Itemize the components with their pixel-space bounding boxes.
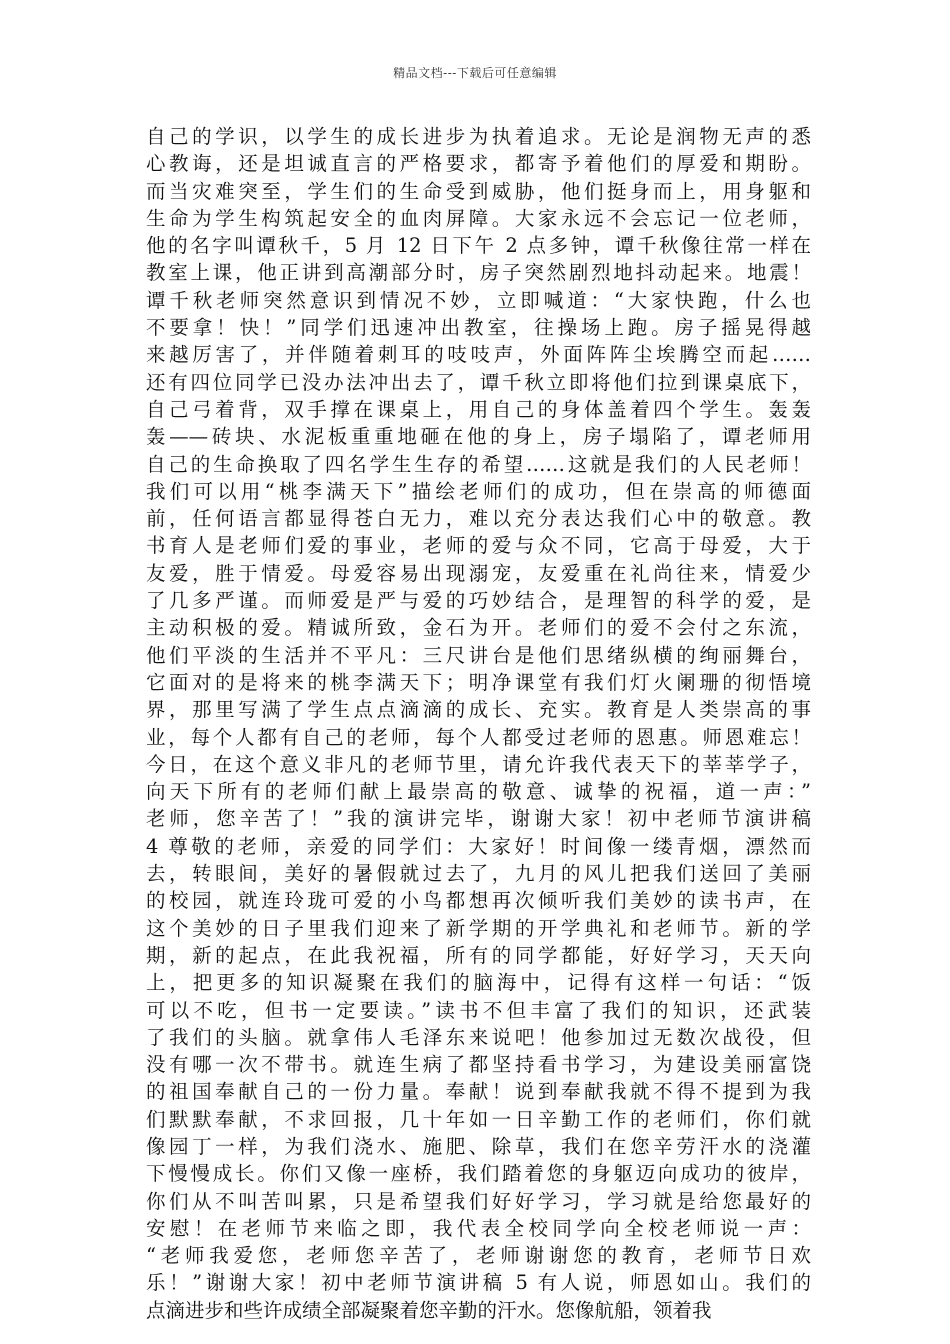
text-line: 们默默奉献，不求回报，几十年如一日辛勤工作的老师们，你们就 xyxy=(146,1107,811,1131)
text-line: 像园丁一样，为我们浇水、施肥、除草，我们在您辛劳汗水的浇灌 xyxy=(146,1134,811,1158)
text-line: 主动积极的爱。精诚所致，金石为开。老师们的爱不会付之东流， xyxy=(146,616,811,640)
text-line: 而当灾难突至，学生们的生命受到威胁，他们挺身而上，用身躯和 xyxy=(146,179,811,203)
text-line: 业，每个人都有自己的老师，每个人都受过老师的恩惠。师恩难忘！ xyxy=(146,725,811,749)
text-line: 老师，您辛苦了！”我的演讲完毕，谢谢大家！初中老师节演讲稿 xyxy=(146,807,811,831)
text-line: “老师我爱您，老师您辛苦了，老师谢谢您的教育，老师节日欢 xyxy=(146,1244,811,1268)
text-line: 可以不吃，但书一定要读。”读书不但丰富了我们的知识，还武装 xyxy=(146,998,811,1022)
text-line: 轰——砖块、水泥板重重地砸在他的身上，房子塌陷了，谭老师用 xyxy=(146,425,811,449)
text-line: 安慰！在老师节来临之即，我代表全校同学向全校老师说一声： xyxy=(146,1216,811,1240)
text-line: 去，转眼间，美好的暑假就过去了，九月的风儿把我们送回了美丽 xyxy=(146,862,811,886)
text-line: 还有四位同学已没办法冲出去了，谭千秋立即将他们拉到课桌底下， xyxy=(146,370,811,394)
text-line: 它面对的是将来的桃李满天下；明净课堂有我们灯火阑珊的彻悟境 xyxy=(146,670,811,694)
text-line: 了几多严谨。而师爱是严与爱的巧妙结合，是理智的科学的爱，是 xyxy=(146,589,811,613)
text-line: 前，任何语言都显得苍白无力，难以充分表达我们心中的敬意。教 xyxy=(146,507,811,531)
text-line: 的祖国奉献自己的一份力量。奉献！说到奉献我就不得不提到为我 xyxy=(146,1080,811,1104)
text-line: 的校园，就连玲珑可爱的小鸟都想再次倾听我们美妙的读书声，在 xyxy=(146,889,811,913)
text-line: 了我们的头脑。就拿伟人毛泽东来说吧！他参加过无数次战役，但 xyxy=(146,1025,811,1049)
text-line: 你们从不叫苦叫累，只是希望我们好好学习，学习就是给您最好的 xyxy=(146,1189,811,1213)
text-line: 友爱，胜于情爱。母爱容易出现溺宠，友爱重在礼尚往来，情爱少 xyxy=(146,561,811,585)
text-line: 没有哪一次不带书。就连生病了都坚持看书学习，为建设美丽富饶 xyxy=(146,1053,811,1077)
text-line: 界，那里写满了学生点点滴滴的成长、充实。教育是人类崇高的事 xyxy=(146,698,811,722)
text-line: 今日，在这个意义非凡的老师节里，请允许我代表天下的莘莘学子， xyxy=(146,752,811,776)
text-line: 不要拿！快！”同学们迅速冲出教室，往操场上跑。房子摇晃得越 xyxy=(146,316,811,340)
text-line: 谭千秋老师突然意识到情况不妙，立即喊道：“大家快跑，什么也 xyxy=(146,288,811,312)
text-line: 下慢慢成长。你们又像一座桥，我们踏着您的身躯迈向成功的彼岸， xyxy=(146,1162,811,1186)
text-line: 自己的生命换取了四名学生生存的希望……这就是我们的人民老师！ xyxy=(146,452,811,476)
text-line: 他的名字叫谭秋千，5 月 12 日下午 2 点多钟，谭千秋像往常一样在 xyxy=(146,234,811,258)
text-line: 乐！”谢谢大家！初中老师节演讲稿 5 有人说，师恩如山。我们的 xyxy=(146,1271,811,1295)
text-line: 4 尊敬的老师，亲爱的同学们：大家好！时间像一缕青烟，漂然而 xyxy=(146,834,811,858)
text-line: 我们可以用“桃李满天下”描绘老师们的成功，但在崇高的师德面 xyxy=(146,479,811,503)
text-line: 教室上课，他正讲到高潮部分时，房子突然剧烈地抖动起来。地震！ xyxy=(146,261,811,285)
text-line: 书育人是老师们爱的事业，老师的爱与众不同，它高于母爱，大于 xyxy=(146,534,811,558)
text-line: 自己的学识，以学生的成长进步为执着追求。无论是润物无声的悉 xyxy=(146,125,811,148)
text-line: 向天下所有的老师们献上最崇高的敬意、诚挚的祝福，道一声：” xyxy=(146,780,811,804)
text-line: 点滴进步和些许成绩全部凝聚着您辛勤的汗水。您像航船，领着我 xyxy=(146,1298,712,1322)
text-line: 来越厉害了，并伴随着刺耳的吱吱声，外面阵阵尘埃腾空而起…… xyxy=(146,343,811,367)
text-line: 这个美妙的日子里我们迎来了新学期的开学典礼和老师节。新的学 xyxy=(146,916,811,940)
page-header: 精品文档---下载后可任意编辑 xyxy=(393,66,557,80)
text-line: 自己弓着背，双手撑在课桌上，用自己的身体盖着四个学生。轰轰 xyxy=(146,397,811,421)
body-text xyxy=(146,123,811,1324)
text-line: 心教诲，还是坦诚直言的严格要求，都寄予着他们的厚爱和期盼。 xyxy=(146,152,811,176)
text-line: 他们平淡的生活并不平凡：三尺讲台是他们思绪纵横的绚丽舞台， xyxy=(146,643,811,667)
text-line: 上，把更多的知识凝聚在我们的脑海中，记得有这样一句话：“饭 xyxy=(146,971,811,995)
text-line: 生命为学生构筑起安全的血肉屏障。大家永远不会忘记一位老师， xyxy=(146,206,811,230)
text-line: 期，新的起点，在此我祝福，所有的同学都能，好好学习，天天向 xyxy=(146,943,811,967)
